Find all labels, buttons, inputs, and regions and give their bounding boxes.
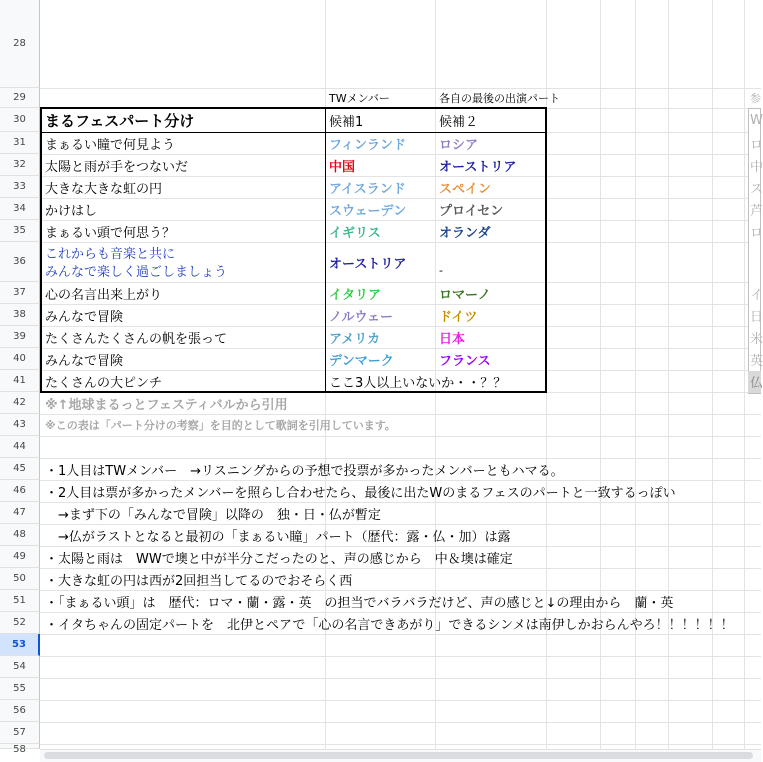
analysis-line[interactable]: ・大きな虹の円は西が2回担当してるのでおそらく西 (45, 573, 353, 589)
tw-members-header[interactable]: TWメンバー (329, 92, 390, 105)
reference-cell[interactable]: ス (750, 181, 763, 197)
reference-cell[interactable]: 英 (750, 353, 763, 369)
candidate2-cell[interactable]: ロシア (439, 137, 479, 153)
row-number[interactable]: 54 (0, 656, 40, 678)
column-divider (668, 0, 669, 761)
candidate2-cell[interactable]: - (439, 263, 443, 277)
reference-cell[interactable]: 中 (750, 159, 763, 175)
row-divider (40, 304, 761, 305)
row-number[interactable]: 41 (0, 370, 40, 392)
candidate2-cell[interactable]: スペイン (439, 181, 492, 197)
candidate2-cell[interactable]: フランス (439, 353, 491, 369)
row-number[interactable]: 38 (0, 304, 40, 326)
lyric-cell[interactable]: たくさんの大ピンチ (45, 375, 163, 391)
reference-cell[interactable]: 芦 (750, 203, 763, 219)
row-divider (40, 722, 761, 723)
candidate2-header[interactable]: 候補２ (439, 114, 479, 130)
column-divider (712, 0, 713, 761)
row-number[interactable]: 33 (0, 176, 40, 198)
lyric-cell[interactable]: みんなで冒険 (45, 353, 124, 369)
candidate1-cell[interactable]: アイスランド (329, 181, 406, 197)
table-col-line (325, 107, 326, 393)
reference-cell[interactable]: ロ (750, 225, 763, 241)
candidate1-cell[interactable]: オーストリア (329, 256, 407, 272)
row-number[interactable]: 42 (0, 392, 40, 414)
lyric-cell[interactable]: 大きな大きな虹の円 (45, 181, 163, 197)
reference-header[interactable]: 参 (750, 92, 761, 105)
row-number[interactable]: 46 (0, 480, 40, 502)
row-number[interactable]: 45 (0, 458, 40, 480)
row-number[interactable]: 43 (0, 414, 40, 436)
lyric-cell-line1[interactable]: これからも音楽と共に (45, 247, 176, 262)
reference-cell[interactable]: 米 (750, 331, 763, 347)
candidate2-cell[interactable]: オーストリア (439, 159, 517, 175)
row-number[interactable]: 32 (0, 154, 40, 176)
row-number[interactable]: 50 (0, 568, 40, 590)
candidate2-cell[interactable]: オランダ (439, 225, 491, 241)
reference-cell[interactable]: W (750, 112, 763, 128)
column-divider (600, 0, 601, 761)
row-number[interactable]: 44 (0, 436, 40, 458)
row-number[interactable]: 29 (0, 88, 40, 108)
candidate1-cell[interactable]: ノルウェー (329, 309, 393, 325)
lyric-cell[interactable]: たくさんたくさんの帆を張って (45, 331, 228, 347)
reference-cell[interactable]: 仏 (750, 375, 763, 391)
row-number[interactable]: 39 (0, 326, 40, 348)
row-number[interactable]: 36 (0, 242, 40, 282)
source-note[interactable]: ※↑地球まるっとフェスティバルから引用 (45, 397, 288, 413)
candidate1-cell[interactable]: 中国 (329, 159, 356, 175)
reference-cell[interactable]: 日 (750, 309, 763, 325)
analysis-line[interactable]: ・1人目はTWメンバー →リスニングからの予想で投票が多かったメンバーともハマる。 (45, 463, 564, 479)
row-number[interactable]: 37 (0, 282, 40, 304)
row-number[interactable]: 35 (0, 220, 40, 242)
row-number[interactable]: 49 (0, 546, 40, 568)
row-divider (40, 348, 761, 349)
analysis-line[interactable]: ・2人目は票が多かったメンバーを照らし合わせたら、最後に出たWのまるフェスのパートと一致するっぽい (45, 485, 676, 501)
analysis-line[interactable]: ・「まぁるい頭」は 歴代：ロマ・蘭・露・英 の担当でバラバラだけど、声の感じと↓の理由から 蘭・英 (45, 595, 674, 611)
row-number[interactable]: 34 (0, 198, 40, 220)
lyric-cell[interactable]: かけはし (45, 203, 98, 219)
row-divider (40, 700, 761, 701)
lyric-cell-line2[interactable]: みんなで楽しく過ごしましょう (45, 265, 228, 280)
candidate1-header[interactable]: 候補1 (329, 114, 364, 130)
column-divider (744, 0, 745, 761)
row-divider (40, 634, 761, 635)
candidate1-cell[interactable]: イギリス (329, 225, 381, 241)
candidate1-cell[interactable]: アメリカ (329, 331, 381, 347)
merged-candidate-cell[interactable]: ここ3人以上いないか・・？？ (329, 375, 507, 391)
row-number[interactable]: 40 (0, 348, 40, 370)
analysis-line[interactable]: →仏がラストとなると最初の「まぁるい瞳」パート（歴代：露・仏・加）は露 (45, 529, 511, 545)
candidate2-cell[interactable]: 日本 (439, 331, 466, 347)
row-divider (40, 744, 761, 745)
row-number[interactable]: 48 (0, 524, 40, 546)
reference-cell[interactable]: ロ (750, 137, 763, 153)
row-number[interactable]: 31 (0, 132, 40, 154)
row-divider (40, 656, 761, 657)
candidate2-cell[interactable]: プロイセン (439, 203, 504, 219)
row-number[interactable]: 51 (0, 590, 40, 612)
row-number[interactable]: 57 (0, 722, 40, 744)
candidate1-cell[interactable]: スウェーデン (329, 203, 407, 219)
lyric-cell[interactable]: まぁるい頭で何思う？ (45, 225, 176, 241)
row-divider (40, 88, 761, 89)
lyric-cell[interactable]: まぁるい瞳で何見よう (45, 137, 176, 153)
horizontal-scrollbar[interactable] (40, 749, 761, 762)
disclaimer-note[interactable]: ※この表は「パート分けの考察」を目的として歌詞を引用しています。 (45, 419, 396, 432)
row-number[interactable]: 30 (0, 108, 40, 132)
row-number-selected[interactable]: 53 (0, 634, 40, 656)
candidate1-cell[interactable]: イタリア (329, 287, 382, 303)
row-number[interactable]: 28 (0, 0, 40, 88)
scrollbar-thumb[interactable] (44, 752, 753, 759)
candidate1-cell[interactable]: デンマーク (329, 353, 394, 369)
analysis-line[interactable]: ・イタちゃんの固定パートを 北伊とペアで「心の名言できあがり」できるシンメは南伊しかおらんやろ！！！！！！ (45, 617, 734, 633)
row-divider (40, 436, 761, 437)
analysis-line[interactable]: →まず下の「みんなで冒険」以降の 独・日・仏が暫定 (45, 507, 381, 523)
reference-cell[interactable]: イ (750, 287, 763, 303)
row-number[interactable]: 47 (0, 502, 40, 524)
column-divider (546, 0, 547, 761)
last-parts-header[interactable]: 各自の最後の出演パート (439, 92, 560, 105)
row-number[interactable]: 52 (0, 612, 40, 634)
column-divider (635, 0, 636, 761)
table-title[interactable]: まるフェスパート分け (45, 111, 195, 130)
candidate2-cell[interactable]: ロマーノ (439, 287, 491, 303)
candidate1-cell[interactable]: フィンランド (329, 137, 406, 153)
row-divider (40, 678, 761, 679)
lyric-cell[interactable]: みんなで冒険 (45, 309, 124, 325)
row-number[interactable]: 55 (0, 678, 40, 700)
analysis-line[interactable]: ・太陽と雨は WWで墺と中が半分こだったのと、声の感じから 中＆墺は確定 (45, 551, 513, 567)
row-number[interactable]: 56 (0, 700, 40, 722)
lyric-cell[interactable]: 心の名言出来上がり (45, 287, 163, 303)
candidate2-cell[interactable]: ドイツ (439, 309, 478, 325)
row-number[interactable]: 58 (0, 744, 40, 749)
lyric-cell[interactable]: 太陽と雨が手をつないだ (45, 159, 189, 175)
